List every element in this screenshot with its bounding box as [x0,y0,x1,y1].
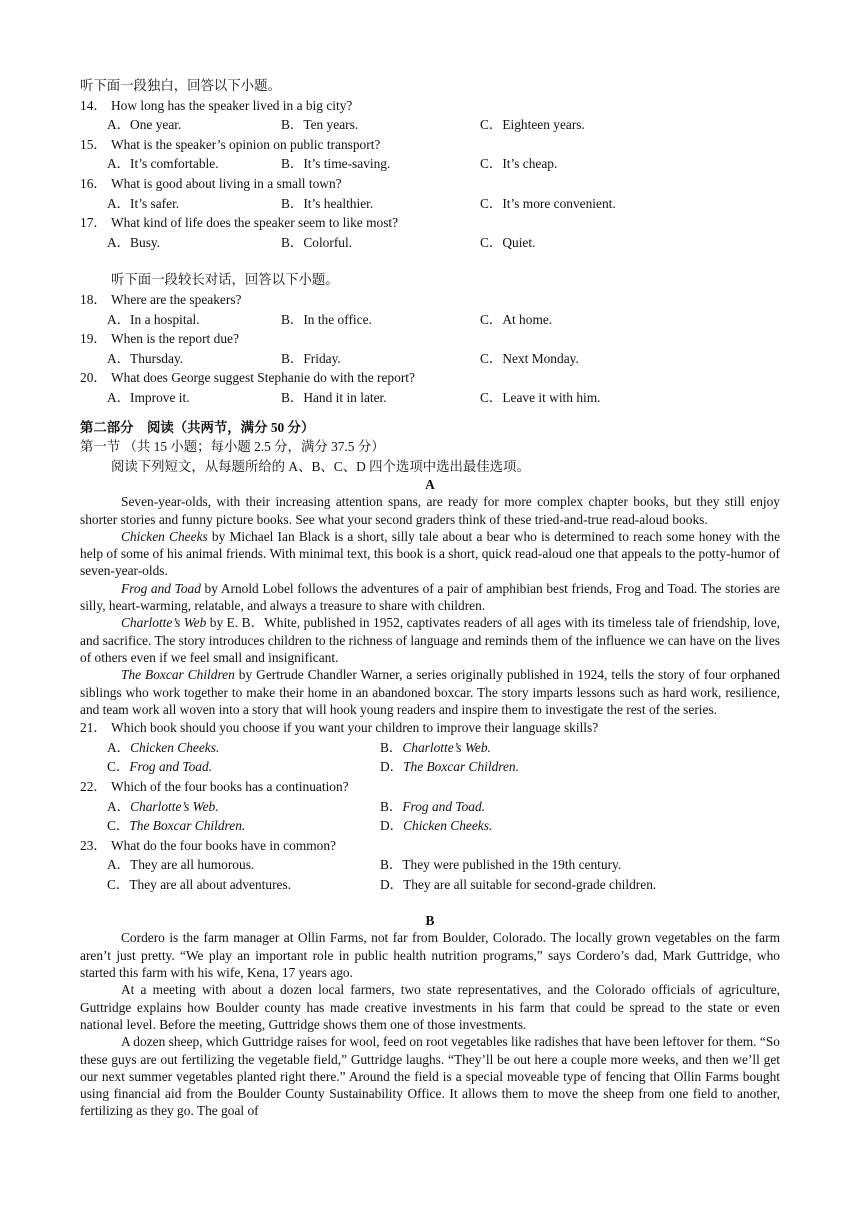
options-21-cd [80,757,780,777]
passage-a-paragraph-3: Frog and Toad by Arnold Lobel follows the adventures of a pair of amphibian best friends, Frog and Toad. The stories are silly, heart-warming, relatable, and always a treasure to share with children. [80,580,780,614]
option-b[interactable]: B．It’s time-saving. [281,156,391,172]
option-c[interactable]: C．Frog and Toad. [107,759,213,775]
option-a[interactable]: A．They are all humorous. [107,857,255,873]
question-23: 23． What do the four books have in common? [80,837,336,853]
option-a[interactable]: A．It’s comfortable. [107,156,219,172]
option-a[interactable]: A．Thursday. [107,350,184,366]
options-20 [80,388,780,408]
options-19 [80,349,780,369]
question-16: 16． What is good about living in a small town? [80,175,342,191]
passage-a-paragraph-5: The Boxcar Children by Gertrude Chandler Warner, a series originally published in 1924, tells the story of four orphaned siblings who work together to make their home in an abandoned boxcar. The story imparts lessons such as hard work, resilience, and team work all woven into a story that will hook young readers and inspire them to investigate the rest of the series. [80,667,780,717]
option-a[interactable]: A．Improve it. [107,389,190,405]
options-21-ab [80,738,780,758]
option-c[interactable]: C．It’s more convenient. [480,195,616,211]
option-b[interactable]: B．Charlotte’s Web. [380,739,491,755]
exam-page [80,76,780,1120]
option-d[interactable]: D．They are all suitable for second-grade children. [380,876,657,892]
passage-a-paragraph-1: Seven-year-olds, with their increasing attention spans, are ready for more complex chapter books, but they still enjoy shorter stories and funny picture books. See what your second graders think of these tried-and-true read-aloud books. [80,494,780,527]
option-c[interactable]: C．At home. [480,311,553,327]
options-16 [80,194,780,214]
option-c[interactable]: C．Eighteen years. [480,117,585,133]
option-b[interactable]: B．In the office. [281,311,372,327]
dialogue-intro: 听下面一段较长对话，回答以下小题。 [111,272,339,288]
option-b[interactable]: B．Colorful. [281,234,353,250]
passage-a-label: A [425,477,435,493]
option-b[interactable]: B．Ten years. [281,117,359,133]
option-c[interactable]: C．Quiet. [480,234,536,250]
option-a[interactable]: A．It’s safer. [107,195,180,211]
book-title: Frog and Toad [121,580,201,596]
option-b[interactable]: B．Friday. [281,350,341,366]
option-a[interactable]: A．Busy. [107,234,161,250]
reading-part-title: 第二部分 阅读（共两节，满分 50 分） [80,419,315,435]
reading-section-title: 第一节 （共 15 小题；每小题 2.5 分，满分 37.5 分） [80,439,385,455]
passage-a-paragraph-4: Charlotte’s Web by E. B．White, published in 1952, captivates readers of all ages with its timeless tale of friendship, love, and sacrifice. The story introduces children to the richness of language and reminds them of the influence we can have on the lives of others even if we feel small and insignificant. [80,615,780,665]
option-c[interactable]: C．It’s cheap. [480,156,558,172]
option-c[interactable]: C．Next Monday. [480,350,579,366]
option-b[interactable]: B．Frog and Toad. [380,798,486,814]
passage-b-label: B [425,913,435,929]
passage-b-paragraph-3: A dozen sheep, which Guttridge raises for wool, feed on root vegetables like radishes that have been leftover for them. “So these guys are out fertilizing the vegetable field,” Guttridge laughs. “They’ll be out here a couple more weeks, and then we’ll get our next summer vegetables planted right there.” Around the field is a special moveable type of fencing that Ollin Farms bought using financial aid from the Boulder County Sustainability Office. It allows them to move the sheep from one field to another, fertilizing as they go. The goal of [80,1034,780,1119]
options-23-ab [80,855,780,875]
passage-b-paragraph-2: At a meeting with about a dozen local farmers, two state representatives, and the Colorado officials of agriculture, Guttridge explains how Boulder county has made creative investments in his farm that could be spread to the state or even national level. Before the meeting, Guttridge shows them one of those investments. [80,982,780,1032]
reading-instruction: 阅读下列短文，从每题所给的 A、B、C、D 四个选项中选出最佳选项。 [111,458,530,474]
options-18 [80,310,780,330]
spacer [80,894,780,912]
option-c[interactable]: C．They are all about adventures. [107,876,292,892]
passage-a-paragraph-2: Chicken Cheeks by Michael Ian Black is a short, silly tale about a bear who is determined to reach some honey with the help of some of his animal friends. With minimal text, this book is a short, quick read-aloud one that appeals to the potty-humor of seven-year-olds. [80,528,781,579]
option-b[interactable]: B．They were published in the 19th century. [380,857,622,873]
option-a[interactable]: A．One year. [107,117,182,133]
spacer [80,408,780,418]
book-title: Charlotte’s Web [121,615,207,631]
options-23-cd [80,875,780,895]
question-21: 21． Which book should you choose if you want your children to improve their language skills? [80,720,599,736]
question-18: 18． Where are the speakers? [80,291,242,307]
book-title: Chicken Cheeks [121,528,208,544]
option-d[interactable]: D．The Boxcar Children. [380,759,519,775]
option-b[interactable]: B．It’s healthier. [281,195,374,211]
options-14 [80,115,780,135]
question-14: 14． How long has the speaker lived in a big city? [80,97,353,113]
option-c[interactable]: C．The Boxcar Children. [107,818,246,834]
option-a[interactable]: A．In a hospital. [107,311,200,327]
option-b[interactable]: B．Hand it in later. [281,389,387,405]
monologue-intro: 听下面一段独白，回答以下小题。 [80,78,281,93]
question-15: 15． What is the speaker’s opinion on public transport? [80,136,381,152]
option-d[interactable]: D．Chicken Cheeks. [380,818,493,834]
option-c[interactable]: C．Leave it with him. [480,389,601,405]
question-19: 19． When is the report due? [80,331,239,347]
option-a[interactable]: A．Chicken Cheeks. [107,739,220,755]
book-title: The Boxcar Children [121,667,235,683]
option-a[interactable]: A．Charlotte’s Web. [107,798,219,814]
options-17 [80,233,780,253]
question-22: 22． Which of the four books has a continuation? [80,778,349,794]
options-22-cd [80,816,780,836]
options-15 [80,154,780,174]
question-20: 20． What does George suggest Stephanie do with the report? [80,370,415,386]
spacer [80,252,780,270]
options-22-ab [80,797,780,817]
passage-b-paragraph-1: Cordero is the farm manager at Ollin Farms, not far from Boulder, Colorado. The locally grown vegetables on the farm aren’t just pretty. “We play an important role in public health nutrition programs,” says Cordero’s dad, Mark Guttridge, who started this farm with his wife, Kena, 17 years ago. [80,930,780,981]
question-17: 17． What kind of life does the speaker seem to like most? [80,215,399,231]
